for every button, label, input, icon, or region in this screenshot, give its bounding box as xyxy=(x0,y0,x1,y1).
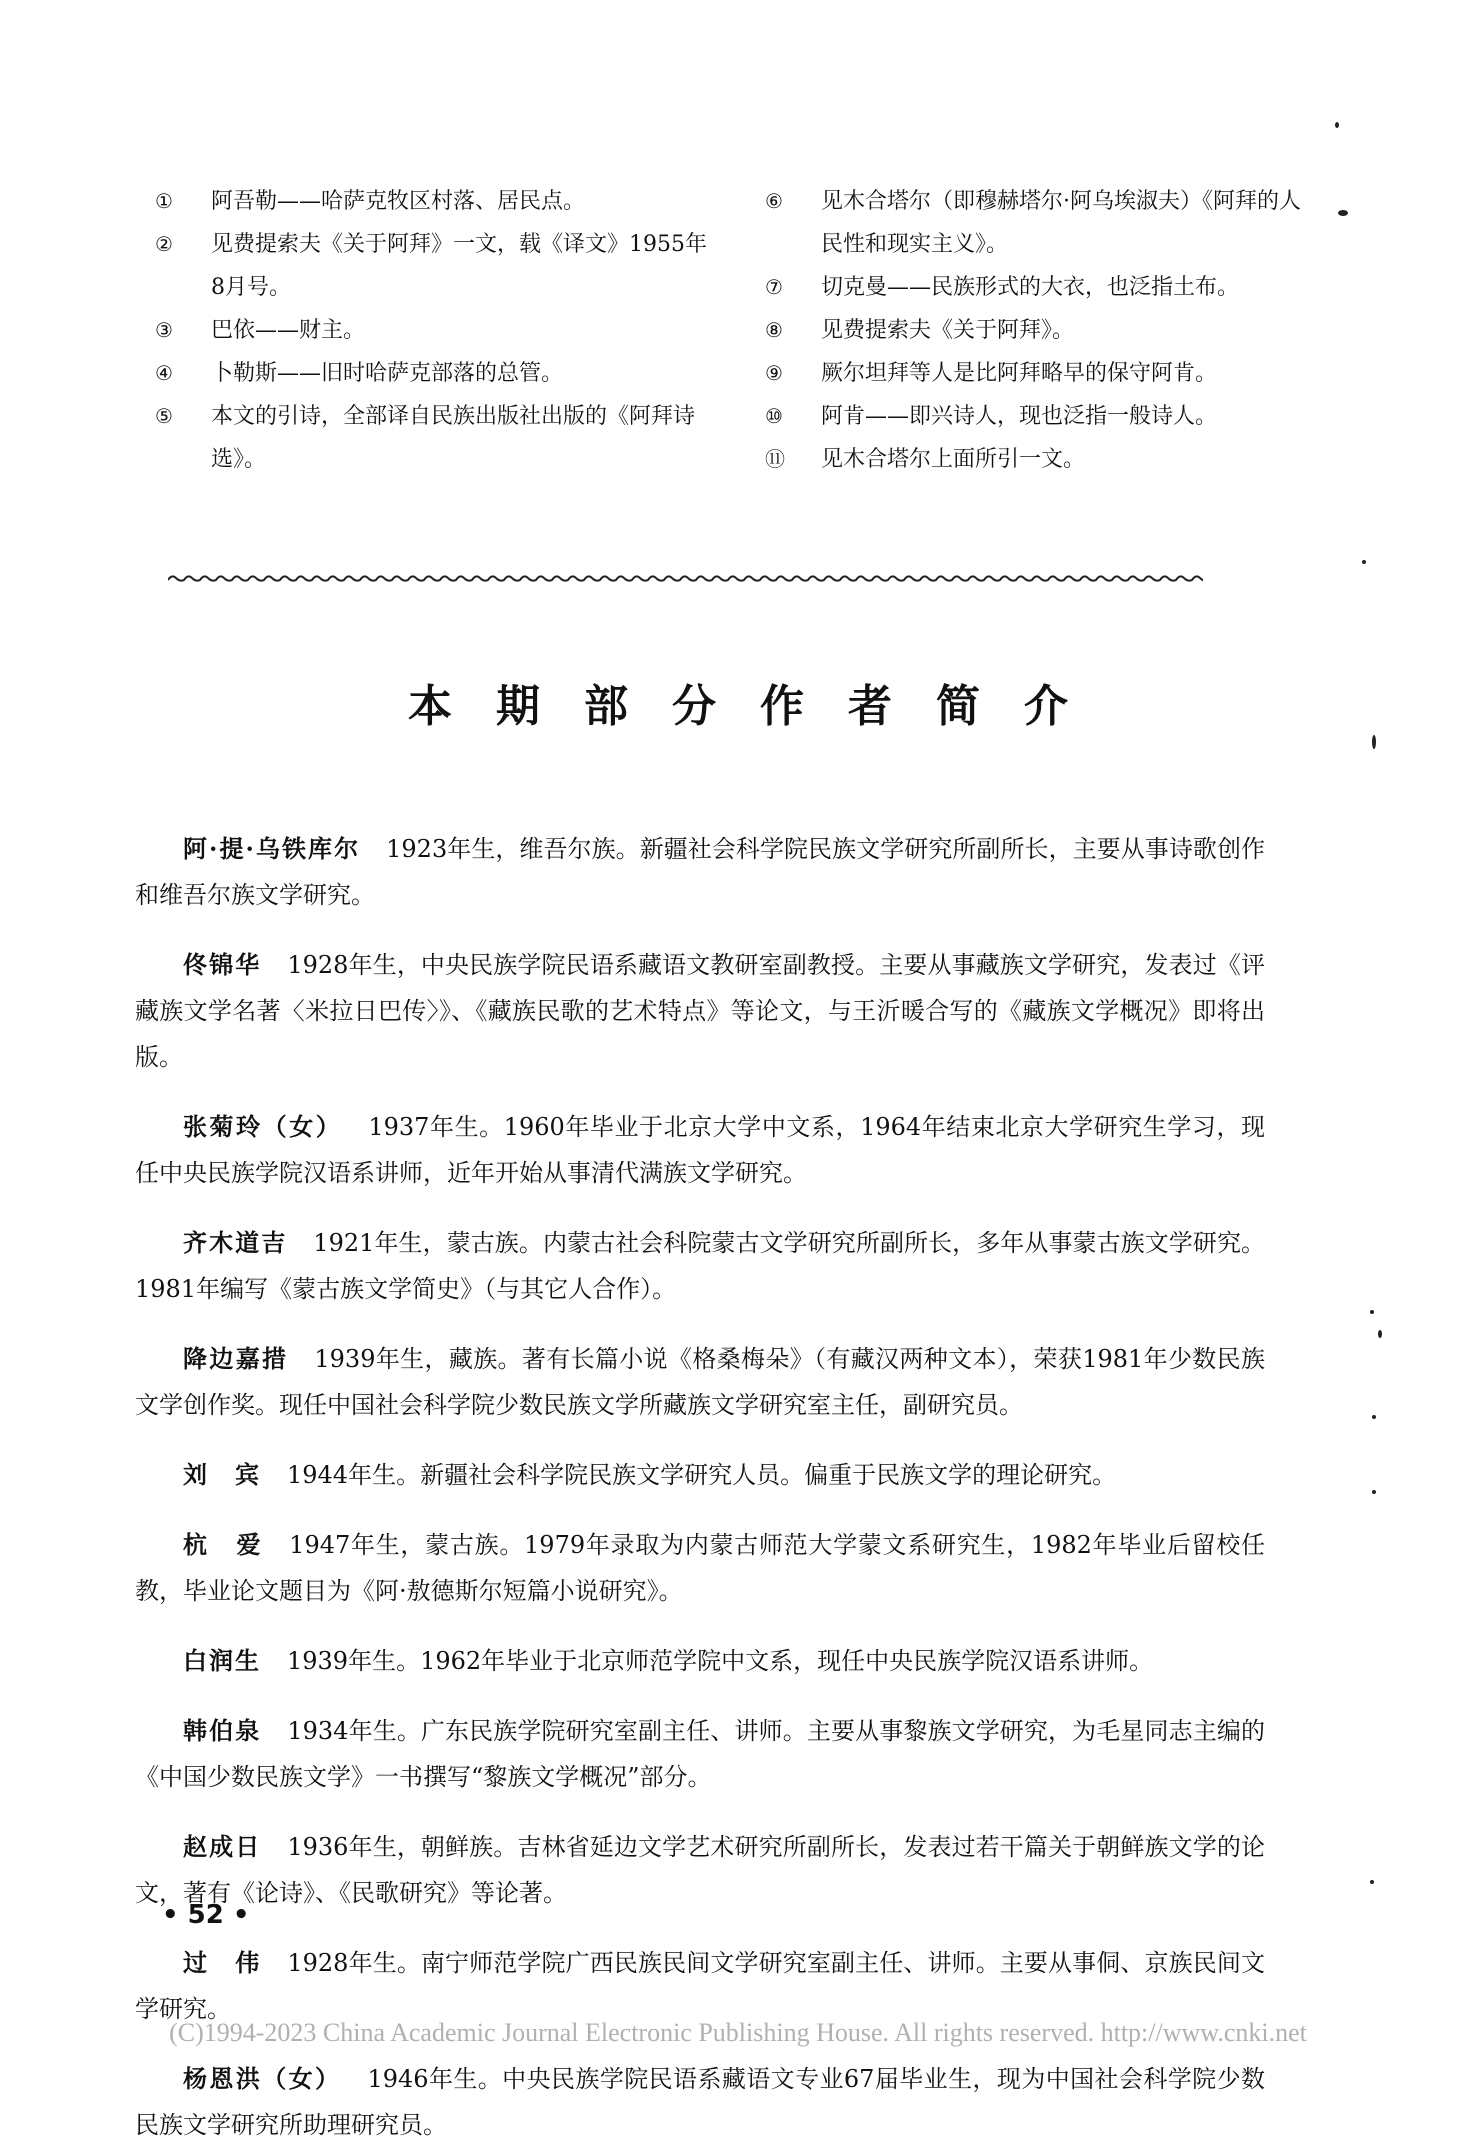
footnote xyxy=(765,395,1305,438)
author-bio xyxy=(135,942,1265,1080)
scan-speck xyxy=(1338,210,1348,216)
footnote-text: 见费提索夫《关于阿拜》一文，载《译文》1955年8月号。 xyxy=(211,232,707,300)
footnote-number: ④ xyxy=(155,361,173,385)
scan-speck xyxy=(1370,1880,1374,1884)
author-bio xyxy=(135,1638,1265,1684)
footnote xyxy=(765,180,1305,266)
author-bio xyxy=(135,1452,1265,1498)
scan-speck xyxy=(1362,560,1366,564)
footnote-text: 切克曼——民族形式的大衣，也泛指土布。 xyxy=(821,275,1240,300)
author-description: 1944年生。新疆社会科学院民族文学研究人员。偏重于民族文学的理论研究。 xyxy=(287,1461,1117,1489)
scan-speck xyxy=(1372,1415,1376,1419)
footnote-text: 本文的引诗，全部译自民族出版社出版的《阿拜诗选》。 xyxy=(211,404,696,472)
footnote-text: 见费提索夫《关于阿拜》。 xyxy=(821,318,1075,343)
footnote-number: ② xyxy=(155,232,173,256)
author-name: 赵成日 xyxy=(183,1832,262,1861)
author-name: 佟锦华 xyxy=(183,950,262,979)
author-name: 白润生 xyxy=(183,1646,261,1675)
scan-speck xyxy=(1372,1490,1376,1494)
footnote-text: 卜勒斯——旧时哈萨克部落的总管。 xyxy=(211,361,564,386)
author-description: 1936年生，朝鲜族。吉林省延边文学艺术研究所副所长，发表过若干篇关于朝鲜族文学的论文，著有《论诗》、《民歌研究》等论著。 xyxy=(135,1833,1266,1907)
page-number: • 52 • xyxy=(162,1900,250,1930)
author-description: 1946年生。中央民族学院民语系藏语文专业67届毕业生，现为中国社会科学院少数民族文学研究所助理研究员。 xyxy=(135,2065,1266,2139)
footnotes-right-column xyxy=(765,180,1305,481)
author-description: 1937年生。1960年毕业于北京大学中文系，1964年结束北京大学研究生学习，现任中央民族学院汉语系讲师，近年开始从事清代满族文学研究。 xyxy=(135,1113,1266,1187)
author-name: 阿·提·乌铁库尔 xyxy=(183,834,361,863)
author-name: 过 伟 xyxy=(183,1948,262,1977)
footnote-text: 阿肯——即兴诗人，现也泛指一般诗人。 xyxy=(821,404,1218,429)
footnote-number: ⑨ xyxy=(765,361,783,385)
author-name: 降边嘉措 xyxy=(183,1344,289,1373)
author-description: 1939年生。1962年毕业于北京师范学院中文系，现任中央民族学院汉语系讲师。 xyxy=(287,1647,1154,1675)
author-name: 齐木道吉 xyxy=(183,1228,288,1257)
footnote xyxy=(765,309,1305,352)
author-bio xyxy=(135,2056,1265,2148)
footnote-text: 巴依——财主。 xyxy=(211,318,366,343)
footnote-text: 见木合塔尔（即穆赫塔尔·阿乌埃淑夫）《阿拜的人民性和现实主义》。 xyxy=(821,189,1301,257)
author-description: 1939年生，藏族。著有长篇小说《格桑梅朵》（有藏汉两种文本），荣获1981年少数民族文学创作奖。现任中国社会科学院少数民族文学所藏族文学研究室主任，副研究员。 xyxy=(135,1345,1266,1419)
author-description: 1928年生。南宁师范学院广西民族民间文学研究室副主任、讲师。主要从事侗、京族民间文学研究。 xyxy=(135,1949,1266,2023)
footnote-number: ⑥ xyxy=(765,189,783,213)
author-bio xyxy=(135,1522,1265,1614)
footnote xyxy=(765,352,1305,395)
footnote xyxy=(155,223,715,309)
author-description: 1928年生，中央民族学院民语系藏语文教研室副教授。主要从事藏族文学研究，发表过《评藏族文学名著〈米拉日巴传〉》、《藏族民歌的艺术特点》等论文，与王沂暖合写的《藏族文学概况》即将出版。 xyxy=(135,951,1266,1071)
author-name: 刘 宾 xyxy=(183,1460,261,1489)
footnote-text: 见木合塔尔上面所引一文。 xyxy=(821,447,1086,472)
author-description: 1934年生。广东民族学院研究室副主任、讲师。主要从事黎族文学研究，为毛星同志主编的《中国少数民族文学》一书撰写“黎族文学概况”部分。 xyxy=(135,1717,1266,1791)
footnote-text: 阿吾勒——哈萨克牧区村落、居民点。 xyxy=(211,189,586,214)
author-bios xyxy=(135,802,1265,2152)
author-name: 韩伯泉 xyxy=(183,1716,262,1745)
author-description: 1947年生，蒙古族。1979年录取为内蒙古师范大学蒙文系研究生，1982年毕业后留校任教，毕业论文题目为《阿·敖德斯尔短篇小说研究》。 xyxy=(135,1531,1265,1605)
author-name: 杨恩洪（女） xyxy=(183,2064,342,2093)
scan-speck xyxy=(1335,122,1339,128)
footnote-number: ⑪ xyxy=(765,447,785,471)
footnote xyxy=(155,352,715,395)
footnote-number: ⑦ xyxy=(765,275,783,299)
footnote xyxy=(155,395,715,481)
footnote-number: ⑩ xyxy=(765,404,783,428)
author-description: 1921年生，蒙古族。内蒙古社会科院蒙古文学研究所副所长，多年从事蒙古族文学研究。1981年编写《蒙古族文学简史》（与其它人合作）。 xyxy=(135,1229,1266,1303)
scan-speck xyxy=(1372,735,1376,749)
footnote-number: ① xyxy=(155,189,173,213)
author-bio xyxy=(135,1220,1265,1312)
footnote-text: 厥尔坦拜等人是比阿拜略早的保守阿肯。 xyxy=(821,361,1218,386)
author-bio xyxy=(135,1708,1265,1800)
copyright-footer: (C)1994-2023 China Academic Journal Electronic Publishing House. All rights reserved. http://www.cnki.net xyxy=(169,2018,1307,2047)
footnote-number: ③ xyxy=(155,318,173,342)
author-name: 杭 爱 xyxy=(183,1530,264,1559)
section-title: 本期部分作者简介 xyxy=(408,681,1112,732)
wavy-divider xyxy=(168,572,1203,584)
author-name: 张菊玲（女） xyxy=(183,1112,343,1141)
scan-speck xyxy=(1370,1310,1374,1314)
author-bio xyxy=(135,1104,1265,1196)
footnote xyxy=(155,180,715,223)
author-bio xyxy=(135,1824,1265,1916)
footnote-number: ⑤ xyxy=(155,404,173,428)
footnote xyxy=(765,438,1305,481)
scan-speck xyxy=(1378,1330,1382,1338)
footnote xyxy=(155,309,715,352)
author-bio xyxy=(135,1336,1265,1428)
footnotes-left-column xyxy=(155,180,715,481)
author-description: 1923年生，维吾尔族。新疆社会科学院民族文学研究所副所长，主要从事诗歌创作和维吾尔族文学研究。 xyxy=(135,835,1265,909)
footnote-number: ⑧ xyxy=(765,318,783,342)
author-bio xyxy=(135,826,1265,918)
footnote xyxy=(765,266,1305,309)
